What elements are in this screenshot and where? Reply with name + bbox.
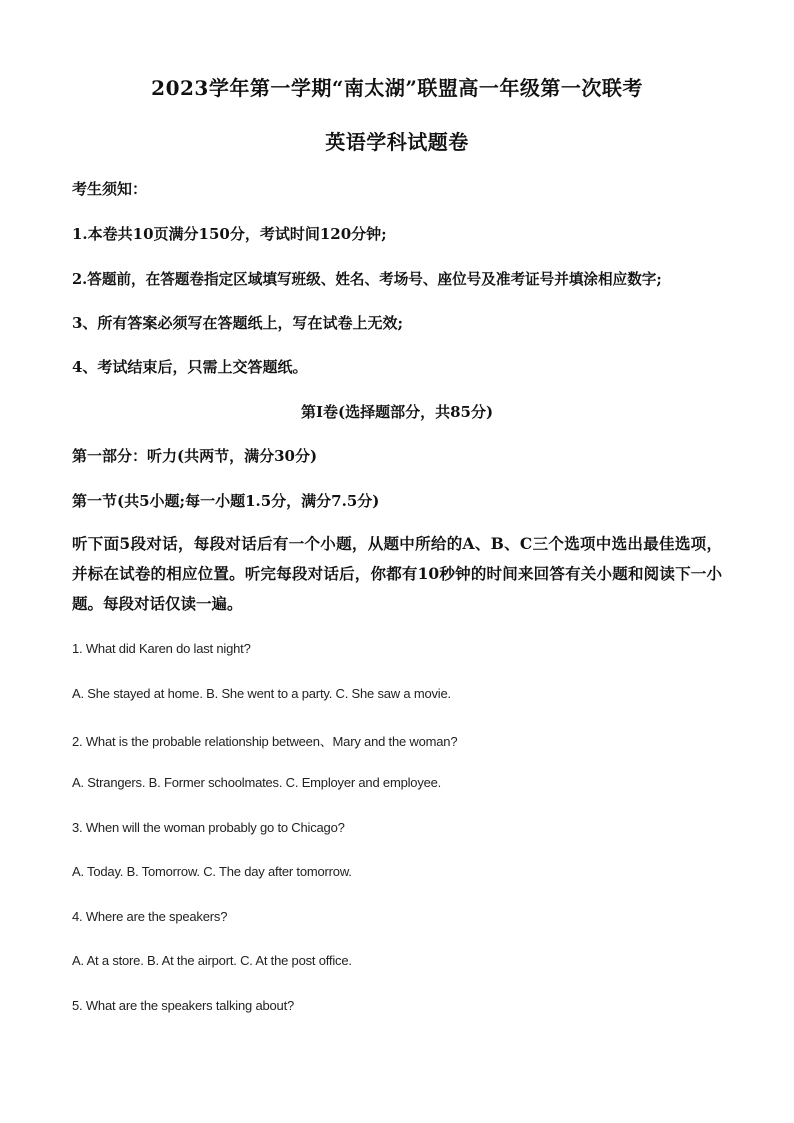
question-1-options: A. She stayed at home. B. She went to a party. C. She saw a movie.	[72, 686, 451, 701]
part-heading: 第一部分：听力(共两节，满分30分)	[72, 447, 318, 465]
question-1-stem: 1. What did Karen do last night?	[72, 641, 251, 656]
question-5-stem: 5. What are the speakers talking about?	[72, 998, 295, 1013]
exam-title: 2023学年第一学期“南太湖”联盟高一年级第一次联考	[151, 76, 643, 100]
listening-instructions: 听下面5段对话，每段对话后有一个小题，从题中所给的A、B、C三个选项中选出最佳选项，并标在试卷的相应位置。听完每段对话后，你都有10秒钟的时间来回答有关小题和阅读下一小题。每段对话仅读一遍。	[72, 534, 722, 613]
exam-subtitle: 英语学科试题卷	[325, 130, 469, 154]
question-3-options: A. Today. B. Tomorrow. C. The day after tomorrow.	[72, 864, 352, 879]
question-4-stem: 4. Where are the speakers?	[72, 909, 228, 924]
notice-item-1: 1.本卷共10页满分150分，考试时间120分钟;	[72, 225, 387, 243]
question-2-stem: 2. What is the probable relationship between、Mary and the woman?	[72, 734, 458, 749]
question-3-stem: 3. When will the woman probably go to Chicago?	[72, 820, 345, 835]
notice-heading: 考生须知：	[72, 180, 148, 198]
notice-item-4: 4、考试结束后，只需上交答题纸。	[72, 358, 308, 376]
volume-heading: 第Ⅰ卷(选择题部分，共85分)	[300, 403, 494, 421]
question-4-options: A. At a store. B. At the airport. C. At the post office.	[72, 953, 352, 968]
notice-item-3: 3、所有答案必须写在答题纸上，写在试卷上无效;	[72, 314, 403, 332]
notice-item-2: 2.答题前，在答题卷指定区域填写班级、姓名、考场号、座位号及准考证号并填涂相应数字;	[72, 271, 662, 288]
section-heading: 第一节(共5小题;每一小题1.5分，满分7.5分)	[72, 492, 380, 510]
question-2-options: A. Strangers. B. Former schoolmates. C. Employer and employee.	[72, 775, 442, 790]
